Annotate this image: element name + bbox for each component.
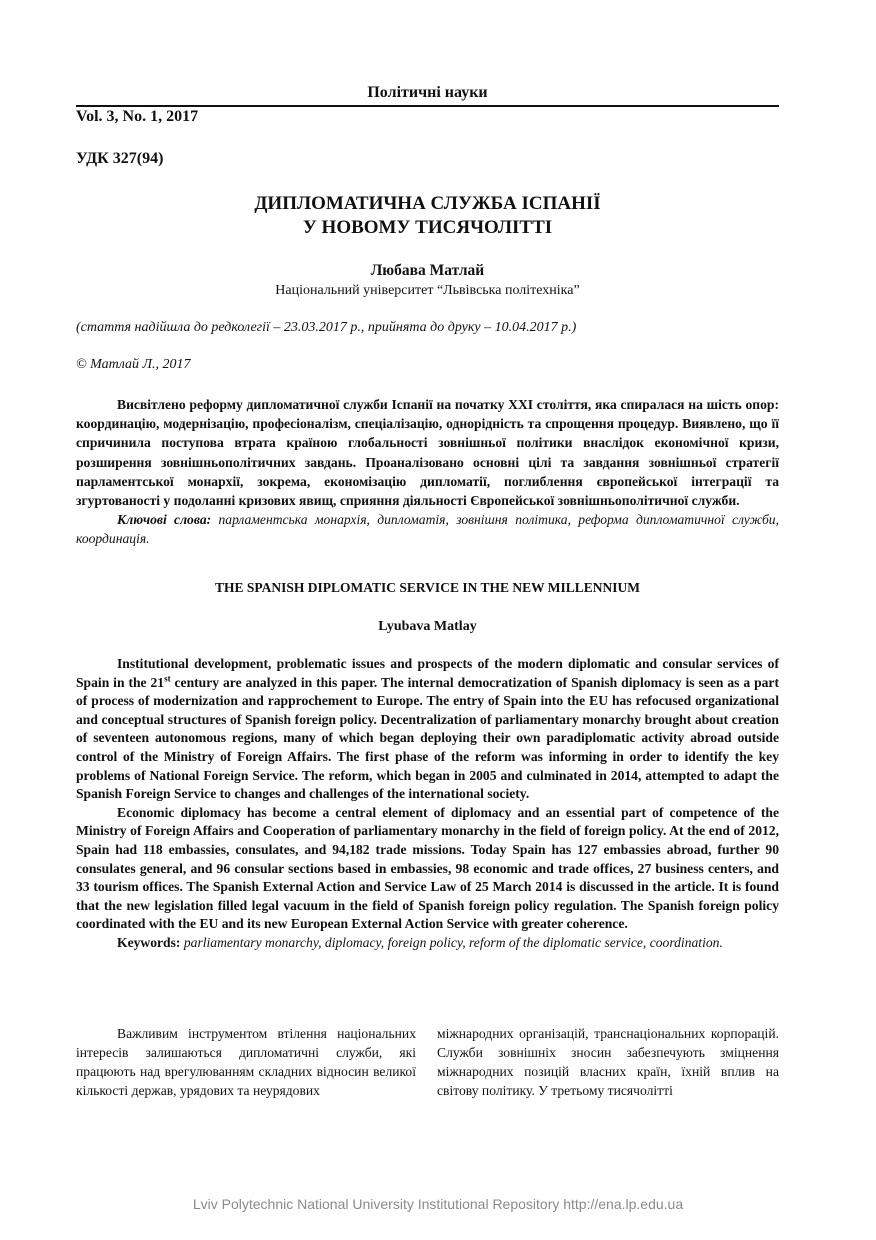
keywords-uk bbox=[76, 510, 779, 548]
keywords-en-list: parliamentary monarchy, diplomacy, foreign policy, reform of the diplomatic service, coordination. bbox=[183, 934, 723, 950]
keywords-en bbox=[76, 934, 779, 953]
article-title-english: THE SPANISH DIPLOMATIC SERVICE IN THE NEW MILLENNIUM bbox=[215, 580, 640, 595]
abstract-ukrainian bbox=[76, 395, 779, 549]
keywords-uk-label: Ключові слова: bbox=[117, 512, 212, 528]
received-dates: (стаття надійшла до редколегії – 23.03.2017 р., прийнята до друку – 10.04.2017 р.) bbox=[76, 320, 577, 335]
abstract-english bbox=[76, 655, 779, 953]
title-line-1: ДИПЛОМАТИЧНА СЛУЖБА ІСПАНІЇ bbox=[254, 193, 601, 214]
superscript-st: st bbox=[164, 673, 171, 684]
abstract-en-paragraph-2: Economic diplomacy has become a central element of diplomacy and an essential part of competence of the Ministry of Foreign Affairs and Cooperation of parliamentary monarchy in the field of foreign policy. At the end of 2012, Spain had 118 embassies, consulates, and 94,182 trade missions. Today Spain has 127 embassies abroad, further 90 consulates general, and 96 consular sections based in embassies, 98 economic and trade offices, 27 business centers, and 33 tourism offices. The Spanish External Action and Service Law of 25 March 2014 is discussed in the article. It is found that the new legislation filled legal vacuum in the field of Spanish foreign policy regulation. The Spanish foreign policy coordinated with the EU and its new European External Action Service with greater coherence. bbox=[76, 804, 779, 932]
author-affiliation: Національний університет “Львівська політехніка” bbox=[275, 283, 580, 298]
header-rule bbox=[76, 105, 779, 107]
keywords-en-label: Keywords: bbox=[117, 934, 181, 950]
abstract-uk-text: Висвітлено реформу дипломатичної служби Іспанії на початку ХХІ століття, яка спиралася на шість опор: координацію, модернізацію, професіоналізм, спеціалізацію, однорідність та спрощення процедур. Виявлено, що її спричинила поступова втрата країною глобальності зовнішньої політики внаслідок економічної кризи, розширення зовнішньополітичних завдань. Проаналізовано основні цілі та завдання зовнішньої стратегії парламентської монархії, зокрема, економізацію дипломатії, поглиблення європейської інтеграції та згуртованості у подоланні кризових явищ, сприяння діяльності Європейської зовнішньополітичної служби. bbox=[76, 397, 779, 509]
title-line-2: У НОВОМУ ТИСЯЧОЛІТТІ bbox=[302, 217, 553, 238]
body-column-left bbox=[76, 1025, 416, 1101]
running-title: Політичні науки bbox=[367, 84, 488, 101]
copyright-notice: © Матлай Л., 2017 bbox=[76, 357, 191, 372]
udc-code: УДК 327(94) bbox=[76, 150, 164, 167]
repository-footer: Lviv Polytechnic National University Institutional Repository http://ena.lp.edu.ua bbox=[192, 1196, 684, 1212]
volume-info: Vol. 3, No. 1, 2017 bbox=[76, 108, 199, 125]
keywords-uk-list: парламентська монархія, дипломатія, зовнішня політика, реформа дипломатичної служби, координація. bbox=[76, 512, 779, 547]
body-right-text: міжнародних організацій, транснаціональних корпорацій. Служби зовнішніх зносин забезпечують зміцнення міжнародних позицій власних країн, їхній вплив на світову політику. У третьому тисячолітті bbox=[437, 1026, 779, 1098]
abstract-en-p1-start: Institutional development, problematic issues and prospects of the modern diplomatic and consular services of Spain in the 21 bbox=[76, 656, 779, 690]
article-title-ukrainian bbox=[76, 192, 779, 240]
body-left-text: Важливим інструментом втілення національних інтересів залишаються дипломатичні служби, які працюють над врегулюванням складних відносин великої кількості держав, урядових та неурядових bbox=[76, 1026, 416, 1098]
abstract-en-p1-rest: century are analyzed in this paper. The internal democratization of Spanish diplomacy is seen as a part of process of modernization and rapprochement to Europe. The entry of Spain into the EU has refocused organizational and conceptual structures of Spanish foreign policy. Decentralization of parliamentary monarchy brought about creation of seventeen autonomous regions, many of which began deploying their own paradiplomatic activity abroad outside control of the Ministry of Foreign Affairs. The first phase of the reform was informing in order to identify the key problems of National Foreign Service. The reform, which began in 2005 and culminated in 2014, attempted to adapt the Spanish Foreign Service to changes and challenges of the international society. bbox=[76, 674, 779, 802]
author-name-ukrainian: Любава Матлай bbox=[370, 262, 485, 279]
author-name-english: Lyubava Matlay bbox=[378, 619, 477, 634]
abstract-en-paragraph-1 bbox=[76, 655, 779, 804]
body-column-right bbox=[437, 1025, 779, 1101]
